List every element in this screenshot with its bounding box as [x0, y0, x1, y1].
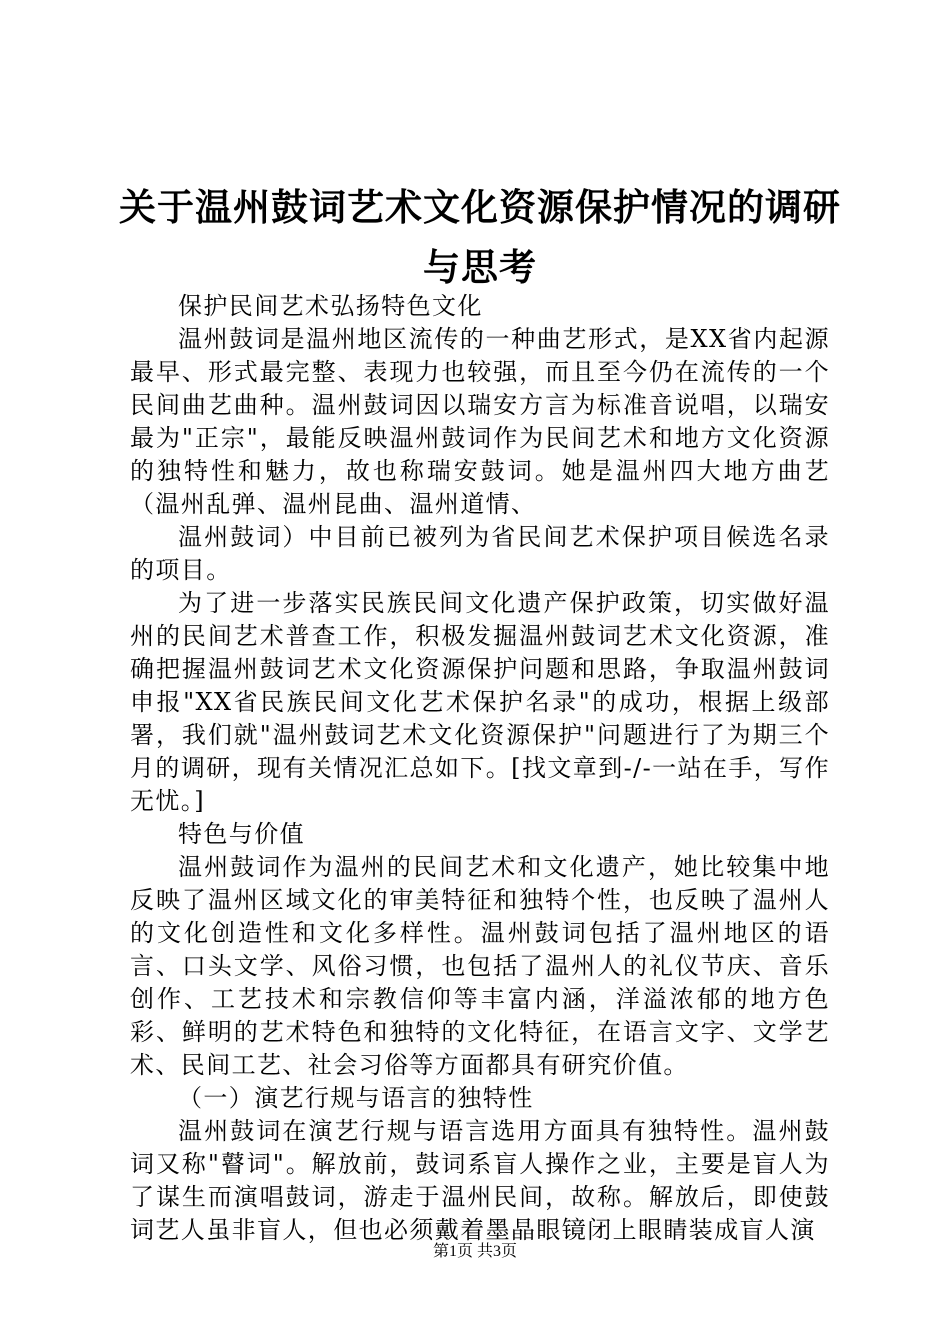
paragraph: 为了进一步落实民族民间文化遗产保护政策，切实做好温州的民间艺术普查工作，积极发掘温州鼓词艺术文化资源，准确把握温州鼓词艺术文化资源保护问题和思路，争取温州鼓词申报"XX省民族民间文化艺术保护名录"的成功，根据上级部署，我们就"温州鼓词艺术文化资源保护"问题进行了为期三个月的调研，现有关情况汇总如下。[找文章到-/-一站在手，写作无忧。]	[130, 589, 830, 815]
paragraph: 温州鼓词作为温州的民间艺术和文化遗产，她比较集中地反映了温州区域文化的审美特征和独特个性，也反映了温州人的文化创造性和文化多样性。温州鼓词包括了温州地区的语言、口头文学、风俗习惯，也包括了温州人的礼仪节庆、音乐创作、工艺技术和宗教信仰等丰富内涵，洋溢浓郁的地方色彩、鲜明的艺术特色和独特的文化特征，在语言文字、文学艺术、民间工艺、社会习俗等方面都具有研究价值。	[130, 853, 830, 1079]
sub-section-heading: （一）演艺行规与语言的独特性	[178, 1084, 534, 1112]
section-heading: 保护民间艺术弘扬特色文化	[178, 292, 483, 320]
paragraph: 温州鼓词是温州地区流传的一种曲艺形式，是XX省内起源最早、形式最完整、表现力也较强，而且至今仍在流传的一个民间曲艺曲种。温州鼓词因以瑞安方言为标准音说唱，以瑞安最为"正宗"，最能反映温州鼓词作为民间艺术和地方文化资源的独特性和魅力，故也称瑞安鼓词。她是温州四大地方曲艺（温州乱弹、温州昆曲、温州道情、	[130, 325, 830, 518]
document-title: 关于温州鼓词艺术文化资源保护情况的调研与思考	[119, 186, 841, 289]
page-footer: 第1页 共3页	[432, 1243, 517, 1260]
paragraph: 温州鼓词）中目前已被列为省民间艺术保护项目候选名录的项目。	[130, 523, 830, 584]
document-body	[130, 290, 830, 1247]
paragraph: 温州鼓词在演艺行规与语言选用方面具有独特性。温州鼓词又称"瞽词"。解放前，鼓词系盲人操作之业，主要是盲人为了谋生而演唱鼓词，游走于温州民间，故称。解放后，即使鼓词艺人虽非盲人，但也必须戴着墨晶眼镜闭上眼睛装成盲人演	[130, 1117, 830, 1244]
section-heading: 特色与价值	[178, 820, 305, 848]
